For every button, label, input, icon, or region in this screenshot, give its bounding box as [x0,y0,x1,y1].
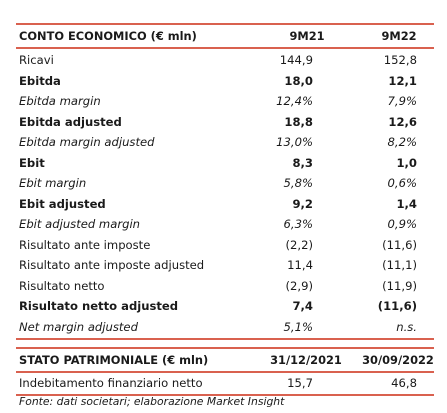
row-value-col1: 8,3 [292,155,313,170]
row-label: Ebitda margin [19,94,101,108]
row-value-col1: 9,2 [292,196,313,211]
row-value-col2: 0,9% [387,217,417,231]
row-value-col2: 0,6% [387,176,417,190]
row-value-col1: 144,9 [279,53,313,67]
row-label: Ebit adjusted margin [19,217,141,231]
table-body [16,49,434,337]
row-value-col1: 6,3% [283,217,313,231]
row-value-col1: 18,8 [284,114,313,129]
header-col-2021: 31/12/2021 [270,353,342,367]
row-label: Risultato ante imposte adjusted [19,258,205,272]
table-row [16,50,434,71]
source-note: Fonte: dati societari; elaborazione Market Insight [19,395,285,408]
row-value-col2: (11,6) [377,299,417,313]
row-label: Risultato ante imposte [19,237,151,252]
table-row [16,132,434,153]
table-body [16,373,434,394]
row-value-col1: 11,4 [287,258,313,272]
table-row [16,235,434,256]
row-value-col2: (11,9) [382,278,417,293]
row-value-col1: 7,4 [292,299,313,313]
bottom-rule [16,338,434,340]
table-row [16,194,434,215]
header-col-9m22: 9M22 [381,29,417,43]
row-value-col2: 8,2% [387,135,417,149]
header-col-2022: 30/09/2022 [362,353,434,367]
row-label: Indebitamento finanziario netto [19,376,203,390]
table-header [16,25,434,47]
row-value-col2: 12,6 [388,114,417,129]
row-value-col1: 5,8% [283,176,313,190]
row-value-col1: 18,0 [284,73,313,88]
row-label: Ebit margin [19,176,87,190]
table-row [16,153,434,174]
table-row [16,276,434,297]
row-value-col1: (2,2) [285,237,313,252]
table-row [16,173,434,194]
row-value-col2: 1,4 [396,196,417,211]
row-value-col2: 46,8 [391,376,417,390]
row-value-col1: 5,1% [283,319,313,334]
table-row [16,112,434,133]
table-row [16,255,434,276]
row-value-col1: 13,0% [276,135,313,149]
table-header [16,349,434,371]
table-row [16,373,434,394]
income-statement-table [16,23,434,340]
row-value-col2: 1,0 [396,155,417,170]
table-row [16,214,434,235]
row-label: Ebitda adjusted [19,114,122,129]
table-row [16,296,434,317]
header-title: STATO PATRIMONIALE (€ mln) [19,353,209,367]
table-row [16,91,434,112]
table-row [16,71,434,92]
row-label: Ricavi [19,53,54,67]
row-label: Ebitda [19,73,61,88]
row-value-col2: 7,9% [387,94,417,108]
row-value-col2: 152,8 [383,53,417,67]
balance-sheet-table [16,347,434,396]
row-value-col2: n.s. [396,319,417,334]
row-value-col2: (11,1) [382,258,417,272]
header-col-9m21: 9M21 [289,29,325,43]
row-value-col2: 12,1 [388,73,417,88]
header-title: CONTO ECONOMICO (€ mln) [19,29,197,43]
row-value-col1: 15,7 [287,376,313,390]
row-label: Risultato netto adjusted [19,299,179,313]
row-label: Ebit [19,155,45,170]
row-label: Ebit adjusted [19,196,106,211]
row-value-col2: (11,6) [382,237,417,252]
row-value-col1: (2,9) [285,278,313,293]
row-label: Ebitda margin adjusted [19,135,155,149]
table-row [16,317,434,338]
row-label: Net margin adjusted [19,319,138,334]
row-label: Risultato netto [19,278,105,293]
row-value-col1: 12,4% [276,94,313,108]
